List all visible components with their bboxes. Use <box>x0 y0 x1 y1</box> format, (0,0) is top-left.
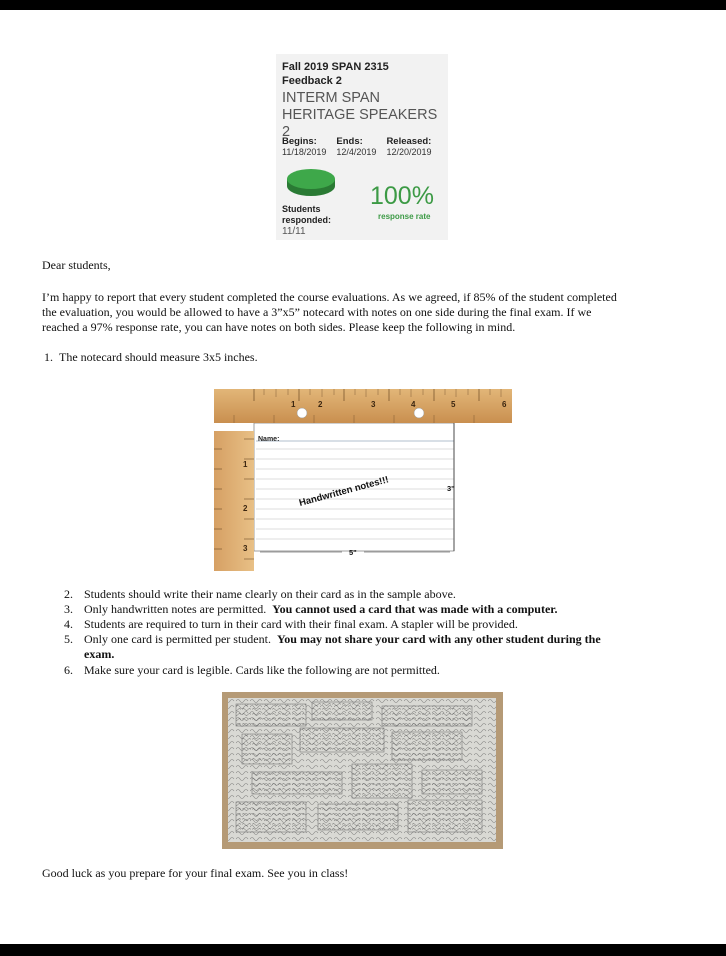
illegible-notecard-photo <box>222 692 503 849</box>
intro-paragraph <box>42 290 687 335</box>
evaluation-card <box>276 54 448 240</box>
released-value: 12/20/2019 <box>386 147 432 157</box>
list-item-plain-text: Only one card is permitted per student. <box>84 632 277 646</box>
card-name-label: Name: <box>258 436 280 443</box>
list-item-bold-text: You cannot used a card that was made with a computer. <box>272 602 558 616</box>
height-dimension-label: 3" <box>447 484 455 493</box>
closing: Good luck as you prepare for your final exam. See you in class! <box>42 866 349 880</box>
course-line-2: Feedback 2 <box>282 75 342 87</box>
list-item-4 <box>64 617 684 632</box>
list-item-number: 5. <box>64 632 73 646</box>
ruler-top-inch: 6 <box>502 400 507 409</box>
list-item-text: Students are required to turn in their card with their final exam. A stapler will be provided. <box>84 617 518 631</box>
greeting: Dear students, <box>42 258 111 272</box>
released-label: Released: <box>386 136 432 147</box>
course-title-line-1: INTERM SPAN <box>282 90 381 106</box>
response-rate-label: response rate <box>378 212 431 221</box>
ruler-side-inch: 1 <box>243 460 248 469</box>
list-item-text: The notecard should measure 3x5 inches. <box>59 350 258 364</box>
list-item-6 <box>64 663 684 678</box>
students-label-line-2: responded: <box>282 215 332 225</box>
ends-value: 12/4/2019 <box>336 147 377 157</box>
list-item-1 <box>44 350 664 365</box>
list-item-2 <box>64 587 684 602</box>
begins-value: 11/18/2019 <box>282 147 327 157</box>
list-item-5 <box>64 632 684 662</box>
course-line-1: Fall 2019 SPAN 2315 <box>282 61 389 73</box>
list-item-text: Make sure your card is legible. Cards like the following are not permitted. <box>84 663 440 677</box>
handwritten-notes-label: Handwritten notes!!! <box>297 474 390 509</box>
students-responded-label <box>282 204 331 226</box>
list-item-text <box>84 632 674 662</box>
evaluation-dates <box>282 136 431 157</box>
course-title <box>282 90 448 141</box>
list-item-number: 1. <box>44 350 53 364</box>
begins-date <box>282 136 326 157</box>
list-item-bold-text: You may not share your card with any other student during the <box>276 632 601 646</box>
notecard-ruler-figure <box>214 379 514 571</box>
ruler-top-inch: 5 <box>451 400 456 409</box>
ends-date <box>336 136 376 157</box>
ruler-top-inch: 2 <box>318 400 323 409</box>
ruler-side-inch: 3 <box>243 544 248 553</box>
ruler-top-inch: 4 <box>411 400 416 409</box>
course-title-line-2: HERITAGE SPEAKERS 2 <box>282 107 438 140</box>
list-item-3 <box>64 602 684 617</box>
list-item-plain-text: Only handwritten notes are permitted. <box>84 602 273 616</box>
list-item-text: Students should write their name clearly on their card as in the sample above. <box>84 587 456 601</box>
released-date <box>386 136 431 157</box>
begins-label: Begins: <box>282 136 317 147</box>
list-item-bold-text-line-2: exam. <box>84 647 115 661</box>
ruler-side-inch: 2 <box>243 504 248 513</box>
ends-label: Ends: <box>336 136 363 147</box>
ruler-top-inch: 3 <box>371 400 376 409</box>
response-pie-icon <box>286 167 336 197</box>
ruler-top-inch: 1 <box>291 400 296 409</box>
intro-line-2: the evaluation, you would be allowed to have a 3”x5” notecard with notes on one side during the final exam. If we <box>42 305 592 319</box>
list-item-text <box>84 602 674 617</box>
width-dimension-label: 5" <box>349 548 357 557</box>
students-count: 11/11 <box>282 226 306 237</box>
page <box>0 10 726 944</box>
list-item-number: 4. <box>64 617 73 631</box>
response-percent: 100% <box>370 182 434 210</box>
intro-line-1: I’m happy to report that every student completed the course evaluations. As we agreed, if 85% of the student completed <box>42 290 617 304</box>
intro-line-3: reached a 97% response rate, you can have notes on both sides. Please keep the following in mind. <box>42 320 516 334</box>
course-name <box>282 60 389 88</box>
list-item-number: 2. <box>64 587 73 601</box>
list-item-number: 6. <box>64 663 73 677</box>
list-item-number: 3. <box>64 602 73 616</box>
students-label-line-1: Students <box>282 204 321 214</box>
